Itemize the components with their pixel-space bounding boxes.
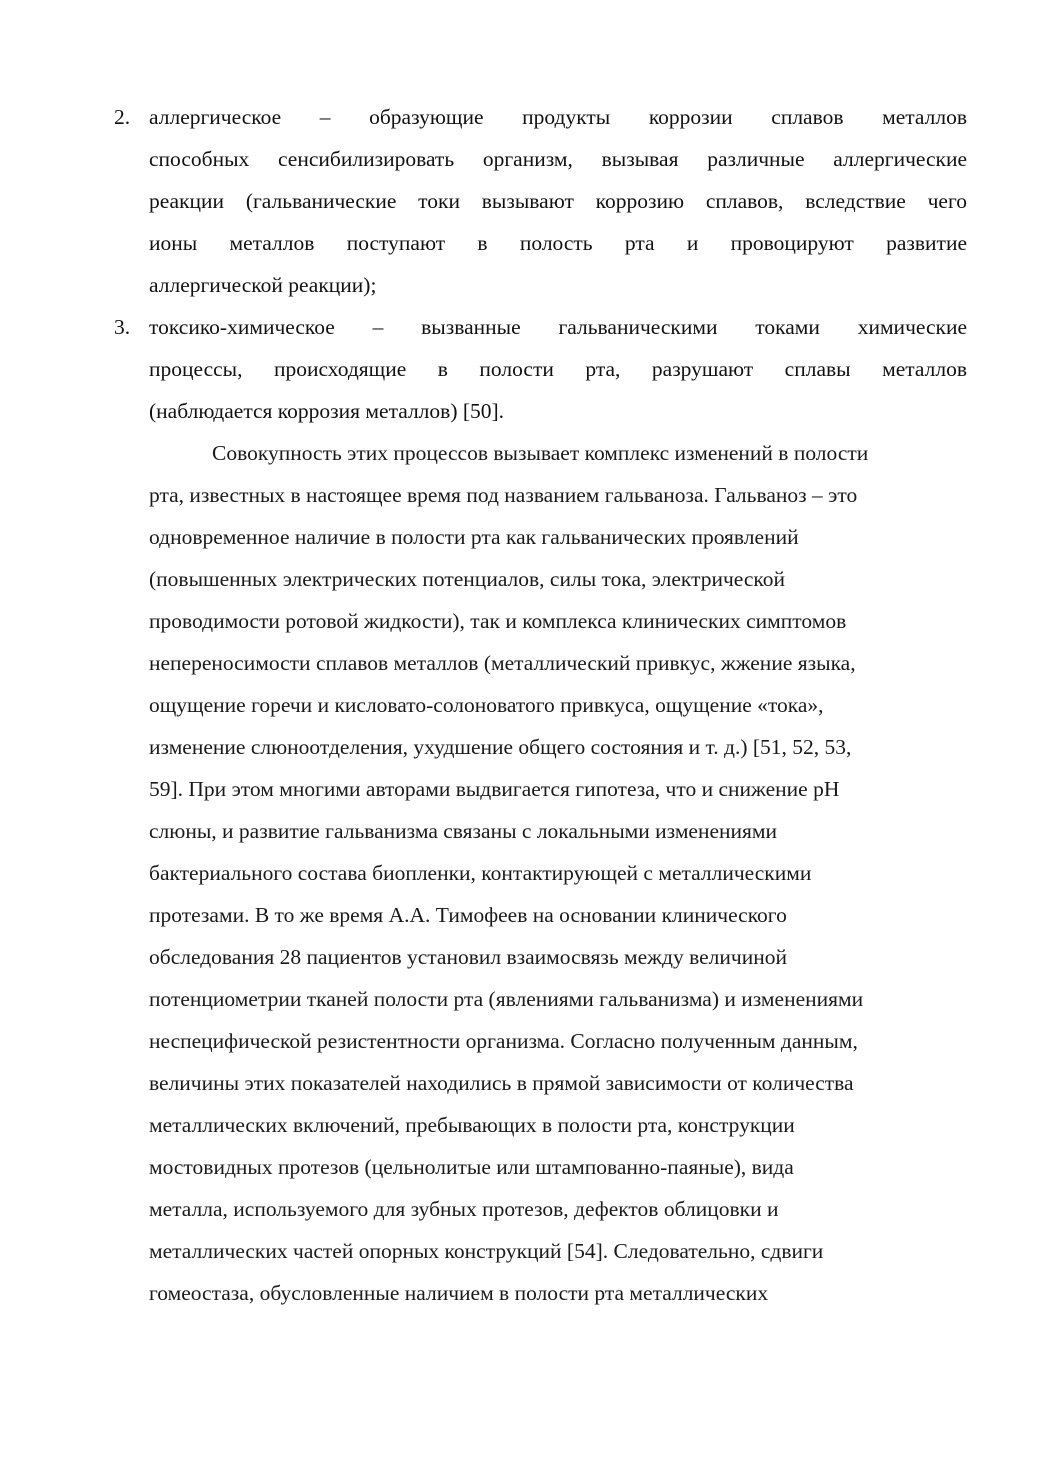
text-line: гомеостаза, обусловленные наличием в полости рта металлических — [149, 1281, 769, 1305]
text-line: неспецифической резистентности организма. Согласно полученным данным, — [149, 1029, 858, 1053]
text-line: металлических включений, пребывающих в полости рта, конструкции — [149, 1113, 795, 1137]
list-item-text — [149, 306, 967, 432]
numbered-list — [114, 96, 967, 432]
text-line: протезами. В то же время А.А. Тимофеев на основании клинического — [149, 903, 787, 927]
list-item — [114, 306, 967, 432]
text-line: обследования 28 пациентов установил взаимосвязь между величиной — [149, 945, 787, 969]
text-line: 59]. При этом многими авторами выдвигается гипотеза, что и снижение рН — [149, 777, 840, 801]
text-line: одновременное наличие в полости рта как гальванических проявлений — [149, 525, 799, 549]
list-item-text — [149, 96, 967, 306]
body-paragraph — [149, 432, 967, 1314]
text-line: величины этих показателей находились в прямой зависимости от количества — [149, 1071, 854, 1095]
text-line: слюны, и развитие гальванизма связаны с локальными изменениями — [149, 819, 778, 843]
text-line: процессы, происходящие в полости рта, разрушают сплавы металлов — [149, 357, 967, 381]
text-line: реакции (гальванические токи вызывают коррозию сплавов, вследствие чего — [149, 189, 967, 213]
text-line: металлических частей опорных конструкций [54]. Следовательно, сдвиги — [149, 1239, 824, 1263]
text-line: (повышенных электрических потенциалов, силы тока, электрической — [149, 567, 786, 591]
text-line: ионы металлов поступают в полость рта и провоцируют развитие — [149, 231, 967, 255]
text-line: непереносимости сплавов металлов (металлический привкус, жжение языка, — [149, 651, 856, 675]
text-line: Совокупность этих процессов вызывает комплекс изменений в полости — [212, 441, 869, 465]
text-line: ощущение горечи и кисловато-солоноватого привкуса, ощущение «тока», — [149, 693, 824, 717]
text-line: мостовидных протезов (цельнолитые или штампованно-паяные), вида — [149, 1155, 794, 1179]
text-line: (наблюдается коррозия металлов) [50]. — [149, 399, 505, 423]
text-line: металла, используемого для зубных протезов, дефектов облицовки и — [149, 1197, 779, 1221]
list-item — [114, 96, 967, 306]
text-line: изменение слюноотделения, ухудшение общего состояния и т. д.) [51, 52, 53, — [149, 735, 852, 759]
text-line: способных сенсибилизировать организм, вызывая различные аллергические — [149, 147, 967, 171]
text-line: токсико-химическое – вызванные гальваническими токами химические — [149, 315, 967, 339]
text-line: бактериального состава биопленки, контактирующей с металлическими — [149, 861, 812, 885]
list-item-number: 2. — [114, 105, 131, 129]
text-line: потенциометрии тканей полости рта (явлениями гальванизма) и изменениями — [149, 987, 864, 1011]
text-line: проводимости ротовой жидкости), так и комплекса клинических симптомов — [149, 609, 847, 633]
text-line: рта, известных в настоящее время под названием гальваноза. Гальваноз – это — [149, 483, 858, 507]
text-line: аллергической реакции); — [149, 273, 377, 297]
list-item-number: 3. — [114, 315, 131, 339]
text-line: аллергическое – образующие продукты коррозии сплавов металлов — [149, 105, 967, 129]
